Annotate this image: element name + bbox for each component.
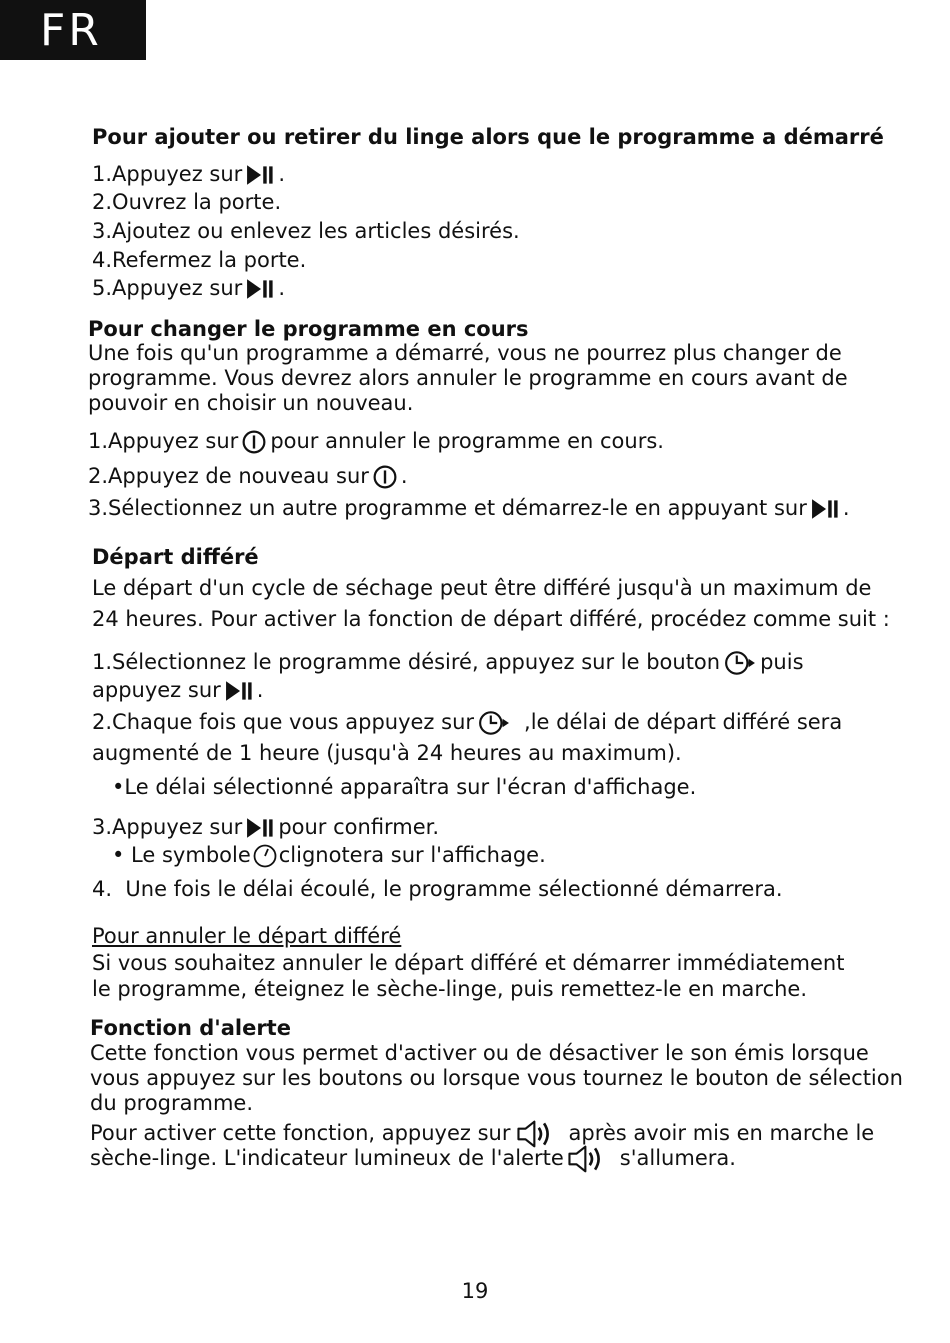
paragraph-line: du programme. [90, 1091, 254, 1115]
language-tab: FR [0, 0, 146, 60]
step-text: ,le délai de départ différé sera [524, 710, 843, 734]
step-line [92, 275, 285, 301]
step-line: augmenté de 1 heure (jusqu'à 24 heures au maximum). [92, 741, 682, 765]
bullet-line [112, 842, 546, 868]
delay-start-icon [724, 650, 756, 676]
section-title-add-remove: Pour ajouter ou retirer du linge alors que le programme a démarré [92, 125, 884, 149]
step-text: Pour activer cette fonction, appuyez sur [90, 1121, 511, 1145]
step-text: clignotera sur l'affichage. [278, 843, 546, 867]
step-line [92, 814, 439, 840]
paragraph-line: le programme, éteignez le sèche-linge, puis remettez-le en marche. [92, 977, 808, 1001]
step-number: 4. [92, 877, 113, 901]
step-text: 1.Appuyez sur [88, 429, 239, 453]
paragraph-line: Cette fonction vous permet d'activer ou de désactiver le son émis lorsque [90, 1041, 869, 1065]
step-line: 3.Ajoutez ou enlevez les articles désirés. [92, 219, 520, 243]
step-line: 2.Ouvrez la porte. [92, 190, 282, 214]
paragraph-line [90, 1144, 736, 1174]
start-pause-icon [225, 680, 253, 702]
step-text: 3.Appuyez sur [92, 815, 243, 839]
step-line: 4.Refermez la porte. [92, 248, 307, 272]
start-pause-icon [246, 278, 274, 300]
step-text: . [400, 464, 408, 488]
start-pause-icon [246, 817, 274, 839]
delay-start-icon [478, 710, 510, 736]
section-title-change-program: Pour changer le programme en cours [88, 317, 529, 341]
paragraph-line: Une fois qu'un programme a démarré, vous ne pourrez plus changer de [88, 341, 842, 365]
step-text: . [278, 162, 285, 186]
step-text: 1.Appuyez sur [92, 162, 243, 186]
paragraph-line: programme. Vous devrez alors annuler le programme en cours avant de [88, 366, 848, 390]
step-line [92, 709, 842, 736]
step-line [92, 649, 804, 676]
step-line [88, 463, 408, 489]
bullet-line: •Le délai sélectionné apparaîtra sur l'écran d'affichage. [112, 775, 697, 799]
step-text: . [842, 496, 850, 520]
step-text: 2.Appuyez de nouveau sur [88, 464, 369, 488]
step-text: • Le symbole [112, 843, 251, 867]
paragraph-line: Si vous souhaitez annuler le départ différé et démarrer immédiatement [92, 951, 845, 975]
paragraph-line: vous appuyez sur les boutons ou lorsque vous tournez le bouton de sélection [90, 1066, 903, 1090]
step-text: appuyez sur [92, 678, 221, 702]
step-text: . [278, 276, 285, 300]
step-text: puis [760, 650, 804, 674]
section-title-cancel-delay: Pour annuler le départ différé [92, 924, 402, 948]
step-text: 5.Appuyez sur [92, 276, 243, 300]
sound-icon [566, 1144, 610, 1174]
step-text: sèche-linge. L'indicateur lumineux de l'alerte [90, 1146, 564, 1170]
start-pause-icon [246, 164, 274, 186]
paragraph-line: Le départ d'un cycle de séchage peut être différé jusqu'à un maximum de [92, 576, 872, 600]
step-line [92, 876, 783, 902]
paragraph-line: pouvoir en choisir un nouveau. [88, 391, 414, 415]
step-text: pour annuler le programme en cours. [270, 429, 664, 453]
step-line [92, 677, 263, 703]
page-number: 19 [461, 1279, 489, 1303]
power-icon [373, 465, 397, 489]
step-text: 2.Chaque fois que vous appuyez sur [92, 710, 475, 734]
paragraph-line: 24 heures. Pour activer la fonction de départ différé, procédez comme suit : [92, 607, 890, 631]
step-text: Une fois le délai écoulé, le programme sélectionné démarrera. [125, 877, 783, 901]
step-line [92, 161, 285, 187]
step-text: pour confirmer. [278, 815, 440, 839]
clock-icon [253, 844, 277, 868]
step-line [88, 428, 664, 454]
power-icon [242, 430, 266, 454]
step-text: 3.Sélectionnez un autre programme et démarrez-le en appuyant sur [88, 496, 807, 520]
step-line [88, 495, 850, 521]
step-text: s'allumera. [619, 1146, 736, 1170]
step-text: . [256, 678, 264, 702]
step-text: 1.Sélectionnez le programme désiré, appuyez sur le bouton [92, 650, 721, 674]
section-title-alert: Fonction d'alerte [90, 1016, 291, 1040]
start-pause-icon [811, 498, 839, 520]
step-text: après avoir mis en marche le [568, 1121, 875, 1145]
section-title-delayed-start: Départ différé [92, 545, 259, 569]
